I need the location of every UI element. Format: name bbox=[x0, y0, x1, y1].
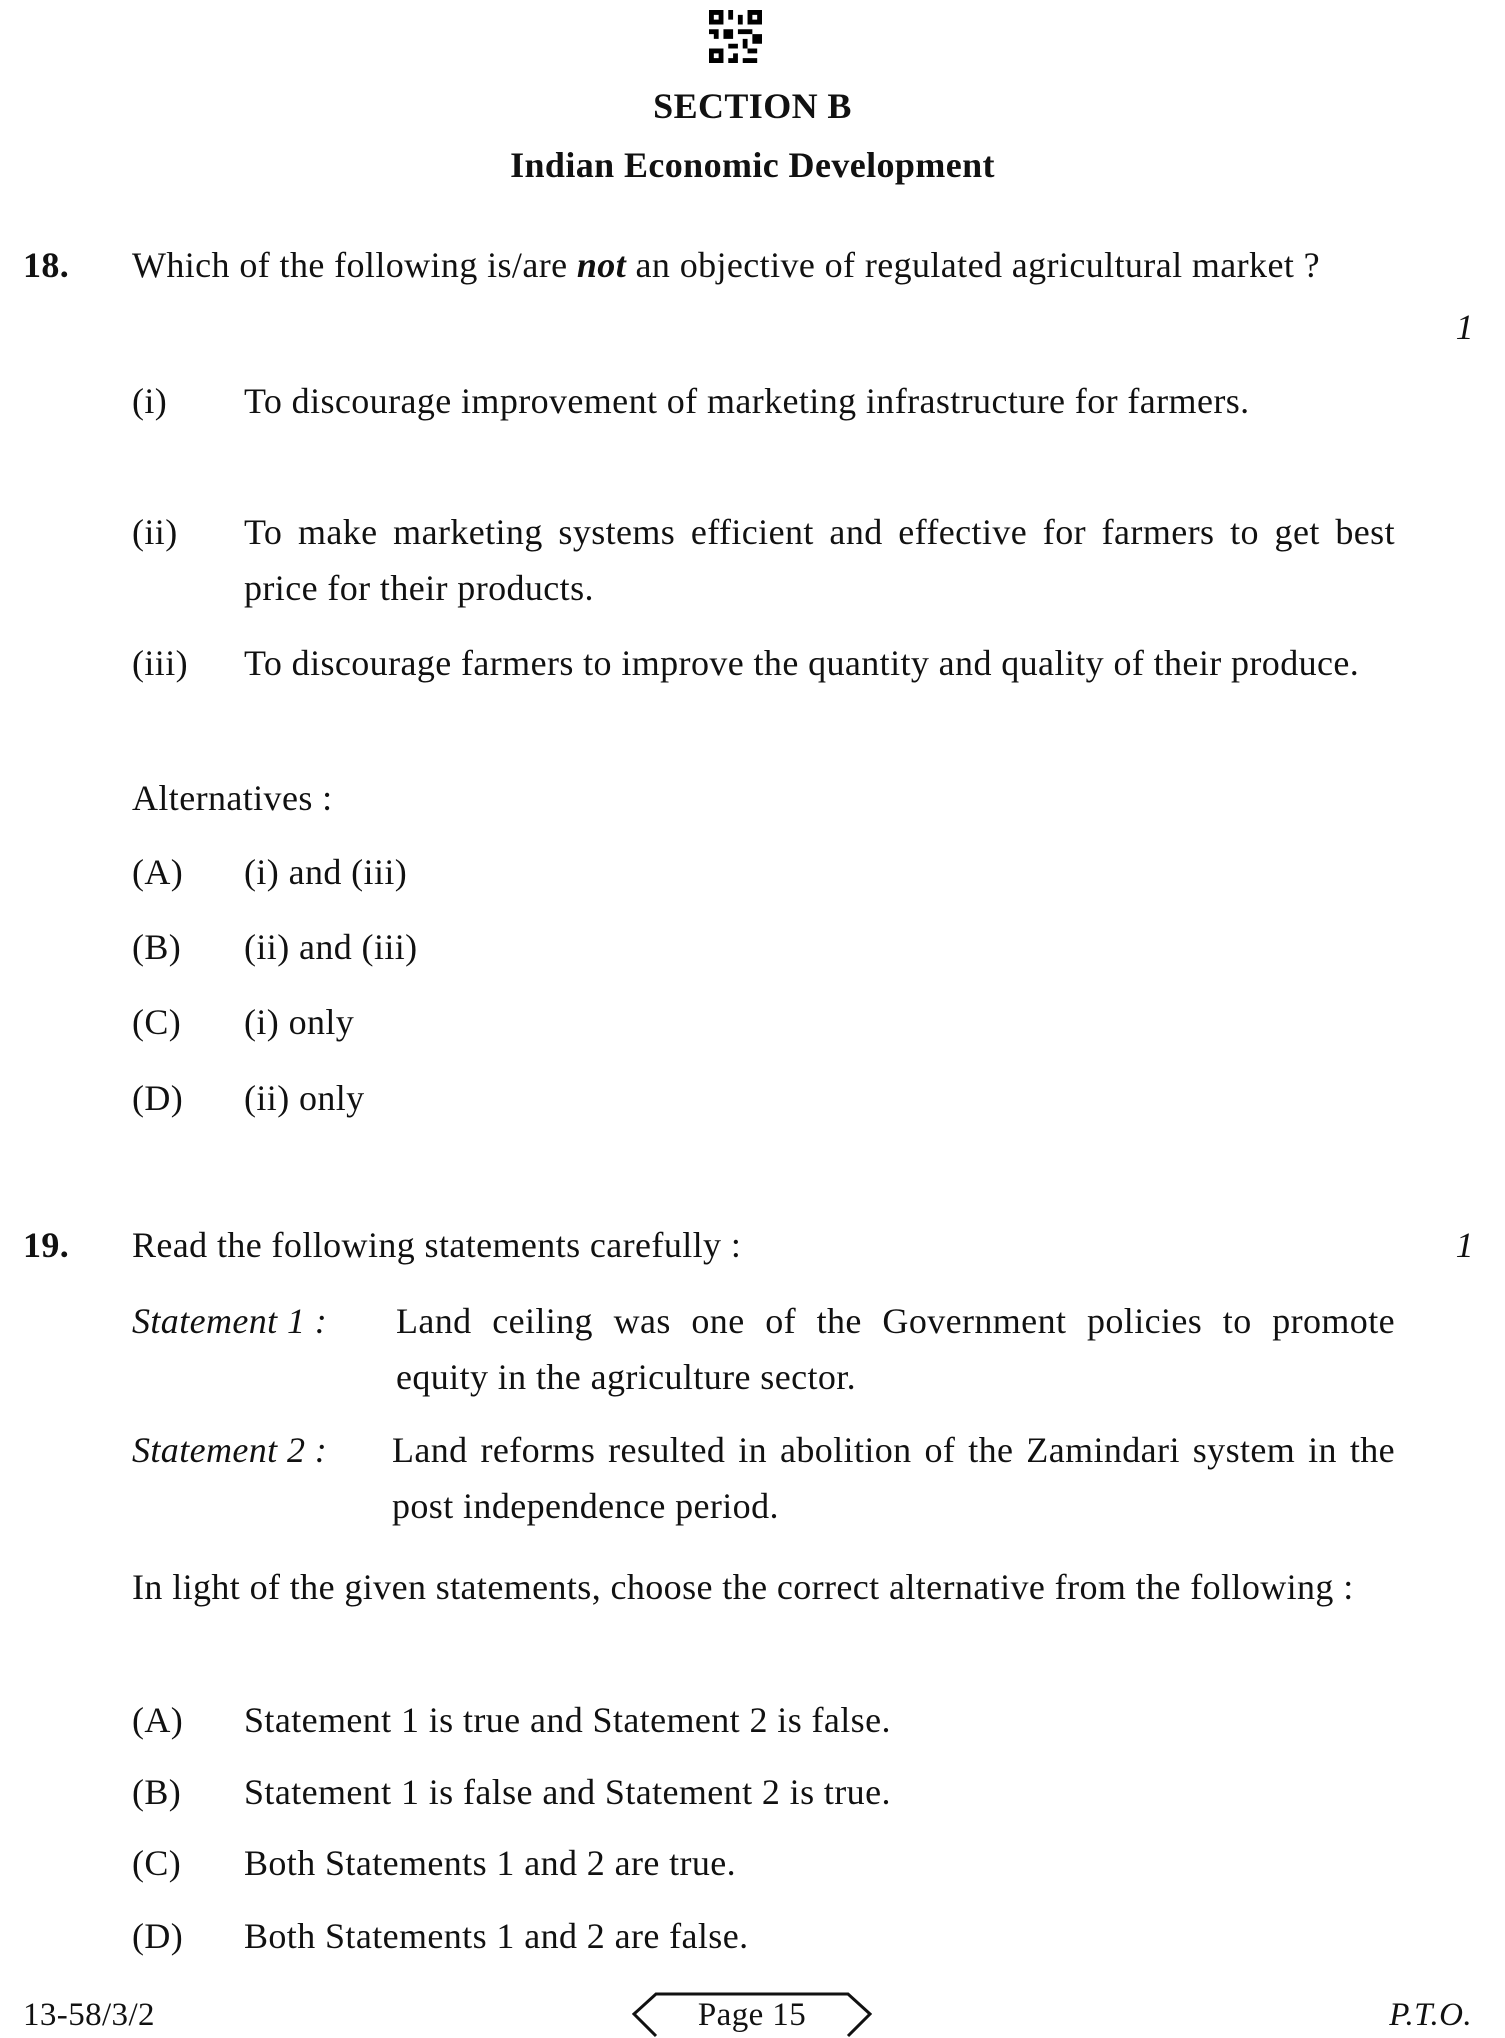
option-label: (A) bbox=[132, 852, 184, 892]
statement-label: Statement 2 : bbox=[132, 1430, 328, 1470]
option-text: Both Statements 1 and 2 are false. bbox=[244, 1916, 749, 1956]
option-text: (i) and (iii) bbox=[244, 852, 408, 892]
statement-text: Land reforms resulted in abolition of the Zamindari system in the post independence period. bbox=[392, 1430, 1395, 1526]
question-number: 19. bbox=[23, 1225, 70, 1265]
statement-text: Land ceiling was one of the Government policies to promote equity in the agriculture sector. bbox=[396, 1301, 1395, 1397]
alternatives-label: Alternatives : bbox=[132, 778, 333, 818]
page-number: Page 15 bbox=[697, 1997, 807, 2033]
option-label: (B) bbox=[132, 1772, 182, 1812]
question-stem: Read the following statements carefully : bbox=[132, 1225, 742, 1265]
option-label: (D) bbox=[132, 1078, 184, 1118]
option-label: (A) bbox=[132, 1700, 184, 1740]
marks: 1 bbox=[1455, 307, 1474, 347]
option-label: (B) bbox=[132, 927, 182, 967]
option-label: (C) bbox=[132, 1002, 182, 1042]
item-label: (i) bbox=[132, 381, 168, 421]
marks: 1 bbox=[1455, 1225, 1474, 1265]
pto-label: P.T.O. bbox=[1389, 1997, 1472, 2033]
item-text: To discourage improvement of marketing infrastructure for farmers. bbox=[244, 381, 1250, 421]
option-text: (i) only bbox=[244, 1002, 355, 1042]
question-number: 18. bbox=[23, 245, 70, 285]
item-label: (ii) bbox=[132, 512, 178, 552]
section-heading: SECTION B bbox=[653, 86, 852, 126]
option-text: Both Statements 1 and 2 are true. bbox=[244, 1843, 737, 1883]
question-stem bbox=[132, 234, 1395, 296]
option-label: (D) bbox=[132, 1916, 184, 1956]
paper-code: 13-58/3/2 bbox=[23, 1997, 155, 2033]
option-text: Statement 1 is true and Statement 2 is false. bbox=[244, 1700, 891, 1740]
stem-text: an objective of regulated agricultural market ? bbox=[626, 245, 1321, 285]
item-text: To make marketing systems efficient and effective for farmers to get best price for their products. bbox=[244, 512, 1395, 608]
stem-text: Which of the following is/are bbox=[132, 245, 577, 285]
option-text: (ii) only bbox=[244, 1078, 365, 1118]
subject-heading: Indian Economic Development bbox=[510, 145, 995, 185]
item-label: (iii) bbox=[132, 643, 188, 683]
qr-code-icon bbox=[708, 10, 763, 63]
item-text: To discourage farmers to improve the quantity and quality of their produce. bbox=[244, 643, 1360, 683]
instruction-text: In light of the given statements, choose the correct alternative from the following : bbox=[132, 1567, 1354, 1607]
option-text: (ii) and (iii) bbox=[244, 927, 418, 967]
stem-emphasis: not bbox=[576, 245, 627, 285]
option-text: Statement 1 is false and Statement 2 is true. bbox=[244, 1772, 891, 1812]
option-label: (C) bbox=[132, 1843, 182, 1883]
statement-label: Statement 1 : bbox=[132, 1301, 328, 1341]
